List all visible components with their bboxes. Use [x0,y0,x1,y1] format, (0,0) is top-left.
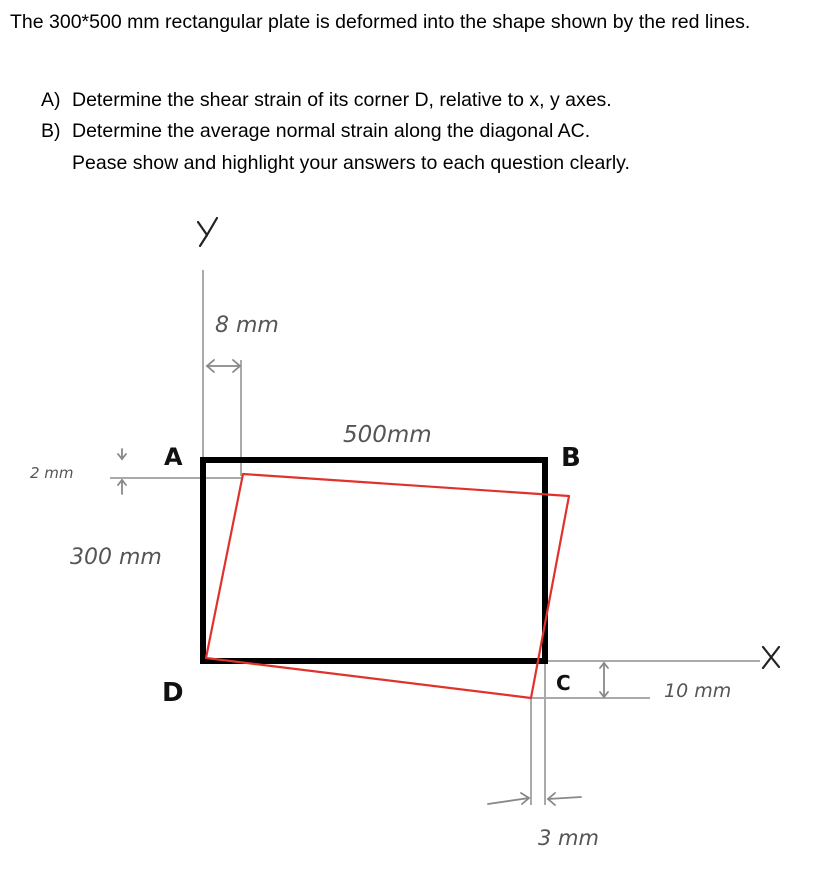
problem-intro: The 300*500 mm rectangular plate is deformed into the shape shown by the red lines. [10,11,751,33]
arrow-2mm [118,449,126,494]
question-a-text: Determine the shear strain of its corner D, relative to x, y axes. [72,89,612,111]
axis-markers [198,218,779,668]
y-axis-marker [198,218,217,235]
guide-lines [110,270,760,805]
question-b-text: Determine the average normal strain along the diagonal AC. [72,120,591,142]
axis-y-label: Y [198,241,199,242]
question-b-label: B) [41,120,61,142]
label-8mm: 8 mm [215,313,279,338]
label-10mm: 10 mm [664,680,732,702]
deformed-plate [206,474,569,698]
problem-note: Pease show and highlight your answers to each question clearly. [72,152,630,174]
arrow-8mm [207,360,240,372]
arrow-3mm [488,793,581,805]
label-2mm: 2 mm [30,464,74,482]
arrow-10mm [600,663,608,697]
corner-c-label: C [556,671,571,695]
corner-b-label: B [561,443,581,473]
question-a-label: A) [41,89,61,111]
label-300mm: 300 mm [70,545,162,570]
axis-x-label: X [766,664,767,665]
corner-a-label: A [164,443,183,471]
corner-d-label: D [162,678,184,708]
label-500mm: 500mm [343,422,432,448]
label-3mm: 3 mm [538,826,599,850]
